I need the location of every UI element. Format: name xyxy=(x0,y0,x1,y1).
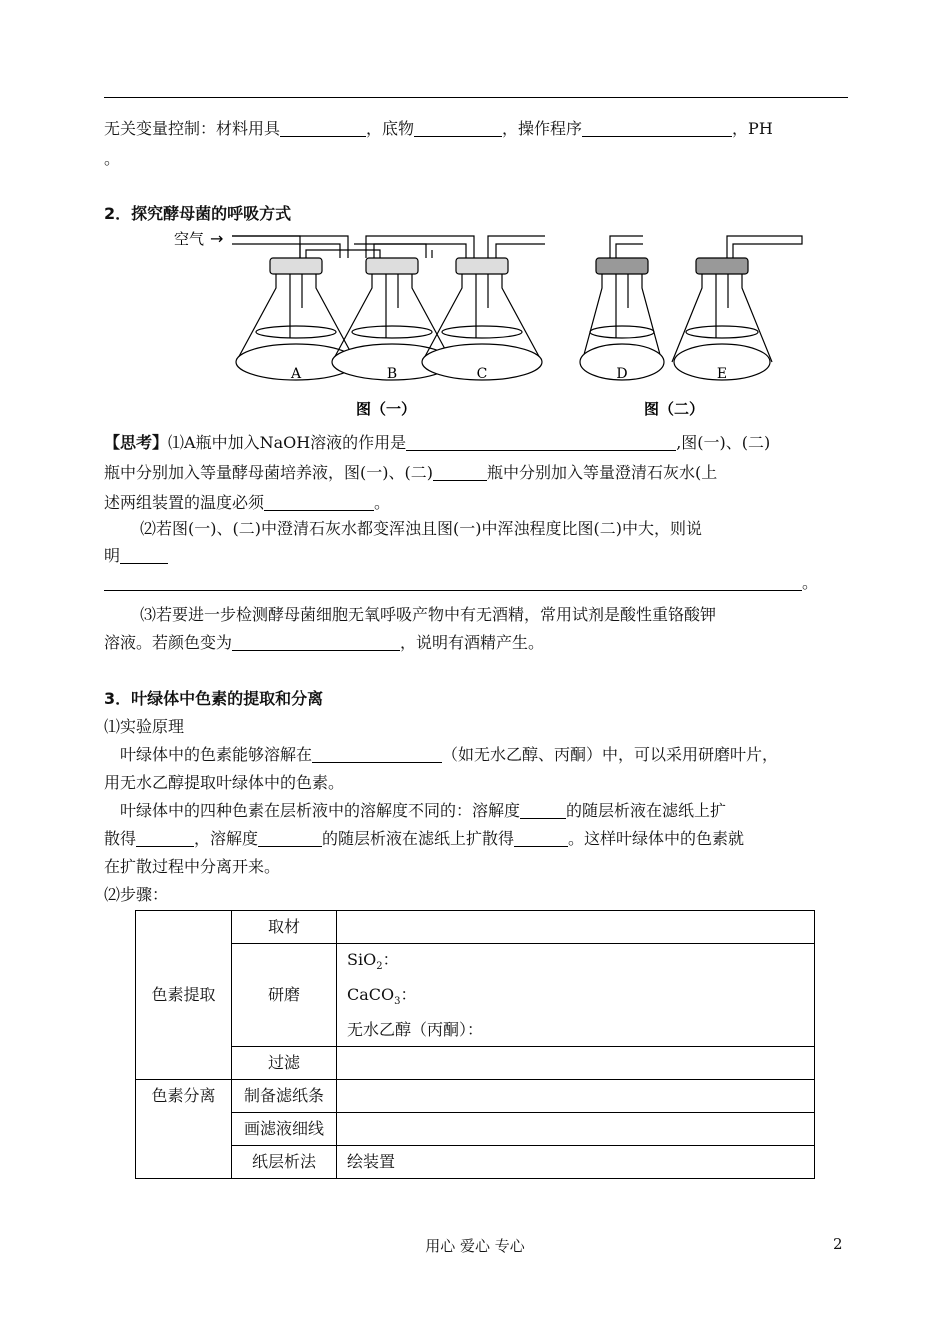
section-2-title: 2．探究酵母菌的呼吸方式 xyxy=(104,204,292,223)
text: 瓶中分别加入等量澄清石灰水(上 xyxy=(486,463,718,482)
sio2-line xyxy=(347,946,804,981)
principle-1-line-1 xyxy=(120,744,778,766)
principle-1-line-2: 用无水乙醇提取叶绿体中的色素。 xyxy=(104,773,345,792)
question-1-line-1 xyxy=(104,432,770,454)
text: 的随层析液在滤纸上扩 xyxy=(566,801,727,820)
step-label: 取材 xyxy=(232,911,337,944)
text: 叶绿体中的四种色素在层析液中的溶解度不同的：溶解度 xyxy=(120,801,521,820)
step-label: 过滤 xyxy=(232,1047,337,1080)
answer-blank[interactable] xyxy=(104,574,802,591)
flask-e xyxy=(672,258,772,380)
text: 述两组装置的温度必须 xyxy=(104,493,265,512)
step-label: 制备滤纸条 xyxy=(232,1080,337,1113)
caco3-line xyxy=(347,981,804,1016)
step-content[interactable] xyxy=(337,911,815,944)
yeast-respiration-apparatus-figure xyxy=(170,228,810,423)
table-row xyxy=(136,911,815,944)
flask-label-d: D xyxy=(616,366,628,382)
text: 瓶中分别加入等量酵母菌培养液，图(一)、(二) xyxy=(104,463,433,482)
table-row xyxy=(136,1146,815,1179)
top-rule xyxy=(104,97,848,98)
ethanol-line: 无水乙醇（丙酮）： xyxy=(347,1020,484,1040)
question-2-line-2 xyxy=(104,545,168,567)
air-label: 空气 xyxy=(174,230,205,248)
text: 的随层析液在滤纸上扩散得 xyxy=(322,829,515,848)
step-label: 纸层析法 xyxy=(232,1146,337,1179)
footer-motto: 用心 爱心 专心 xyxy=(425,1237,525,1255)
flask-label-b: B xyxy=(386,366,398,382)
answer-blank[interactable] xyxy=(414,120,502,137)
control-line xyxy=(104,118,773,140)
page-number: 2 xyxy=(833,1235,843,1253)
text: ，操作程序 xyxy=(502,119,583,138)
principle-2-line-1 xyxy=(120,800,726,822)
answer-blank[interactable] xyxy=(520,802,566,819)
flask-label-e: E xyxy=(716,366,728,382)
principle-2-line-3: 在扩散过程中分离开来。 xyxy=(104,857,281,876)
step-label: 画滤液细线 xyxy=(232,1113,337,1146)
text: 。 xyxy=(802,573,819,592)
table-row xyxy=(136,1080,815,1113)
question-3-line-2 xyxy=(104,632,544,654)
answer-blank[interactable] xyxy=(582,120,732,137)
question-1-line-2 xyxy=(104,462,717,484)
text: 。这样叶绿体中的色素就 xyxy=(568,829,745,848)
step-content[interactable] xyxy=(337,1113,815,1146)
table-row xyxy=(136,1047,815,1080)
principle-2-line-2 xyxy=(104,828,744,850)
text: ： xyxy=(400,985,417,1005)
answer-blank[interactable] xyxy=(433,464,487,481)
answer-blank[interactable] xyxy=(312,746,442,763)
section-3-title: 3．叶绿体中色素的提取和分离 xyxy=(104,689,324,708)
text: （如无水乙醇、丙酮）中，可以采用研磨叶片， xyxy=(442,745,779,764)
answer-blank[interactable] xyxy=(136,830,194,847)
table-row xyxy=(136,1113,815,1146)
question-2-line-3 xyxy=(104,572,818,594)
answer-blank[interactable] xyxy=(264,494,374,511)
steps-label: ⑵步骤： xyxy=(104,885,169,904)
text: CaCO xyxy=(347,985,395,1005)
flask-d xyxy=(580,258,664,380)
answer-blank[interactable] xyxy=(514,830,568,847)
text: ，溶解度 xyxy=(194,829,259,848)
text: 明 xyxy=(104,546,121,565)
answer-blank[interactable] xyxy=(258,830,322,847)
question-3-line-1: ⑶若要进一步检测酵母菌细胞无氧呼吸产物中有无酒精，常用试剂是酸性重铬酸钾 xyxy=(140,605,717,624)
text: 。 xyxy=(374,493,391,512)
connecting-tubes xyxy=(232,236,802,258)
text: ，底物 xyxy=(366,119,415,138)
group-extraction: 色素提取 xyxy=(136,911,232,1080)
answer-blank[interactable] xyxy=(232,634,400,651)
step-label: 研磨 xyxy=(232,944,337,1047)
table-row xyxy=(136,944,815,1047)
text: ,图(一)、(二) xyxy=(676,433,771,452)
text: ，说明有酒精产生。 xyxy=(400,633,545,652)
steps-table xyxy=(135,910,815,1179)
answer-blank[interactable] xyxy=(120,547,168,564)
figure-caption-1: 图（一） xyxy=(355,400,417,418)
group-separation: 色素分离 xyxy=(136,1080,232,1179)
figure-caption-2: 图（二） xyxy=(643,400,705,418)
text: ： xyxy=(382,950,399,969)
text: SiO xyxy=(347,950,377,969)
text: 无关变量控制：材料用具 xyxy=(104,119,281,138)
question-1-line-3 xyxy=(104,492,390,514)
step-content[interactable]: 绘装置 xyxy=(337,1146,815,1179)
step-content[interactable] xyxy=(337,1047,815,1080)
text: ⑴A瓶中加入NaOH溶液的作用是 xyxy=(168,433,407,452)
text: 散得 xyxy=(104,829,137,848)
subscript: 2 xyxy=(376,961,383,973)
principle-label: ⑴实验原理 xyxy=(104,717,185,736)
flask-label-a: A xyxy=(290,366,302,382)
question-2-line-1: ⑵若图(一)、(二)中澄清石灰水都变浑浊且图(一)中浑浊程度比图(二)中大，则说 xyxy=(140,519,702,538)
flask-c xyxy=(422,258,542,380)
think-label: 【思考】 xyxy=(104,433,169,452)
step-content[interactable] xyxy=(337,944,815,1047)
text: 叶绿体中的色素能够溶解在 xyxy=(120,745,313,764)
subscript: 3 xyxy=(394,996,401,1008)
flask-label-c: C xyxy=(476,366,488,382)
control-end: 。 xyxy=(104,149,121,168)
answer-blank[interactable] xyxy=(406,434,676,451)
step-content[interactable] xyxy=(337,1080,815,1113)
air-arrow: → xyxy=(210,229,224,248)
text: ，PH xyxy=(732,119,773,138)
answer-blank[interactable] xyxy=(280,120,366,137)
text: 溶液。若颜色变为 xyxy=(104,633,233,652)
